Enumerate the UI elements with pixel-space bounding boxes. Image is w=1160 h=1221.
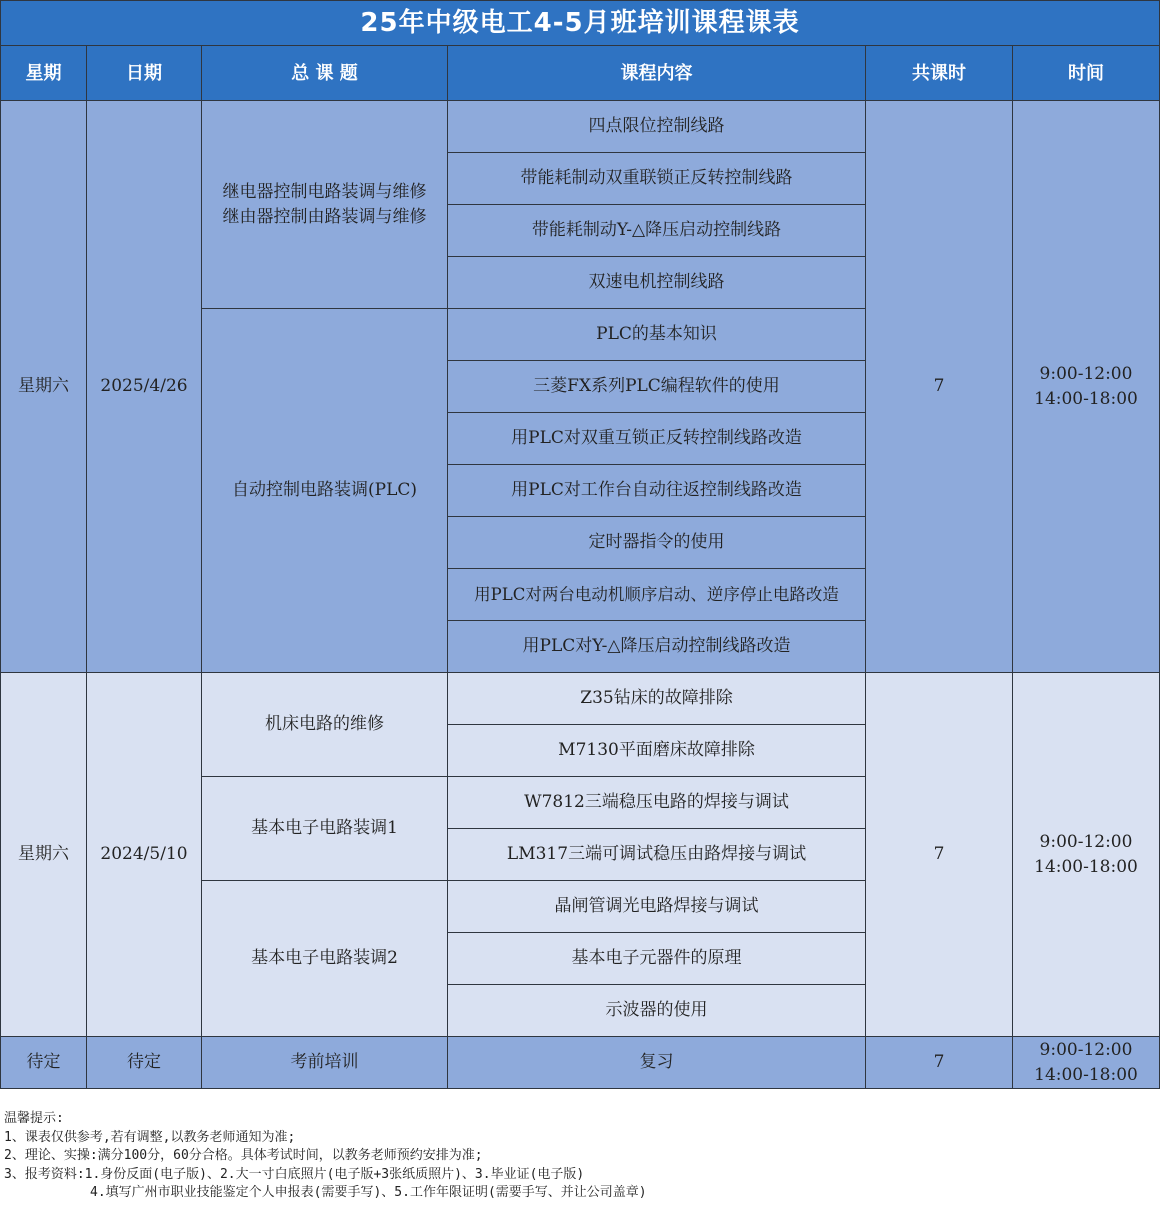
- header-topic: 总 课 题: [202, 46, 448, 101]
- block1-content-row: 带能耗制动Y-△降压启动控制线路: [448, 205, 866, 257]
- block2-content-row: Z35钻床的故障排除: [448, 673, 866, 725]
- block3-date: 待定: [87, 1037, 202, 1089]
- block1-content-row: 用PLC对双重互锁正反转控制线路改造: [448, 413, 866, 465]
- block1-weekday: 星期六: [0, 101, 87, 673]
- block2-topic-electronics1: 基本电子电路装调1: [202, 777, 448, 881]
- block1-content-row: 定时器指令的使用: [448, 517, 866, 569]
- block1-content-row: 用PLC对Y-△降压启动控制线路改造: [448, 621, 866, 673]
- block2-time: 9:00-12:00 14:00-18:00: [1013, 673, 1160, 1037]
- block1-hours: 7: [866, 101, 1013, 673]
- header-weekday: 星期: [0, 46, 87, 101]
- notes-line: 3、报考资料:1.身份反面(电子版)、2.大一寸白底照片(电子版+3张纸质照片)、3.毕业证(电子版): [4, 1166, 585, 1182]
- table-title: 25年中级电工4-5月班培训课程课表: [0, 0, 1160, 46]
- notes-line: 2、理论、实操:满分100分，60分合格。具体考试时间，以教务老师预约安排为准;: [4, 1148, 483, 1163]
- block1-date: 2025/4/26: [87, 101, 202, 673]
- block2-content-row: 基本电子元器件的原理: [448, 933, 866, 985]
- block2-content-row: 晶闸管调光电路焊接与调试: [448, 881, 866, 933]
- block2-topic-machine: 机床电路的维修: [202, 673, 448, 777]
- header-hours: 共课时: [866, 46, 1013, 101]
- block1-content-row: 用PLC对两台电动机顺序启动、逆序停止电路改造: [448, 569, 866, 621]
- block2-content-row: 示波器的使用: [448, 985, 866, 1037]
- block3-time: 9:00-12:00 14:00-18:00: [1013, 1037, 1160, 1089]
- block1-content-row: 用PLC对工作台自动往返控制线路改造: [448, 465, 866, 517]
- block2-content-row: LM317三端可调试稳压由路焊接与调试: [448, 829, 866, 881]
- block2-hours: 7: [866, 673, 1013, 1037]
- block1-content-row: 四点限位控制线路: [448, 101, 866, 153]
- block1-time: 9:00-12:00 14:00-18:00: [1013, 101, 1160, 673]
- header-content: 课程内容: [448, 46, 866, 101]
- block3-content: 复习: [448, 1037, 866, 1089]
- block2-content-row: W7812三端稳压电路的焊接与调试: [448, 777, 866, 829]
- block1-content-row: 带能耗制动双重联锁正反转控制线路: [448, 153, 866, 205]
- block1-topic-relay: 继电器控制电路装调与维修 继由器控制由路装调与维修: [202, 101, 448, 309]
- block3-hours: 7: [866, 1037, 1013, 1089]
- block3-topic: 考前培训: [202, 1037, 448, 1089]
- notes-line: 4.填写广州市职业技能鉴定个人申报表(需要手写)、5.工作年限证明(需要手写、并让公司盖章): [90, 1185, 647, 1200]
- header-time: 时间: [1013, 46, 1160, 101]
- block3-weekday: 待定: [0, 1037, 87, 1089]
- block2-topic-electronics2: 基本电子电路装调2: [202, 881, 448, 1037]
- block2-content-row: M7130平面磨床故障排除: [448, 725, 866, 777]
- header-date: 日期: [87, 46, 202, 101]
- notes-heading: 温馨提示:: [4, 1111, 64, 1126]
- block1-content-row: 双速电机控制线路: [448, 257, 866, 309]
- block1-topic-plc: 自动控制电路装调(PLC): [202, 309, 448, 673]
- block1-content-row: PLC的基本知识: [448, 309, 866, 361]
- notes-line: 1、课表仅供参考,若有调整,以教务老师通知为准;: [4, 1129, 296, 1145]
- block2-date: 2024/5/10: [87, 673, 202, 1037]
- notes-section: [4, 1110, 647, 1203]
- block1-content-row: 三菱FX系列PLC编程软件的使用: [448, 361, 866, 413]
- block2-weekday: 星期六: [0, 673, 87, 1037]
